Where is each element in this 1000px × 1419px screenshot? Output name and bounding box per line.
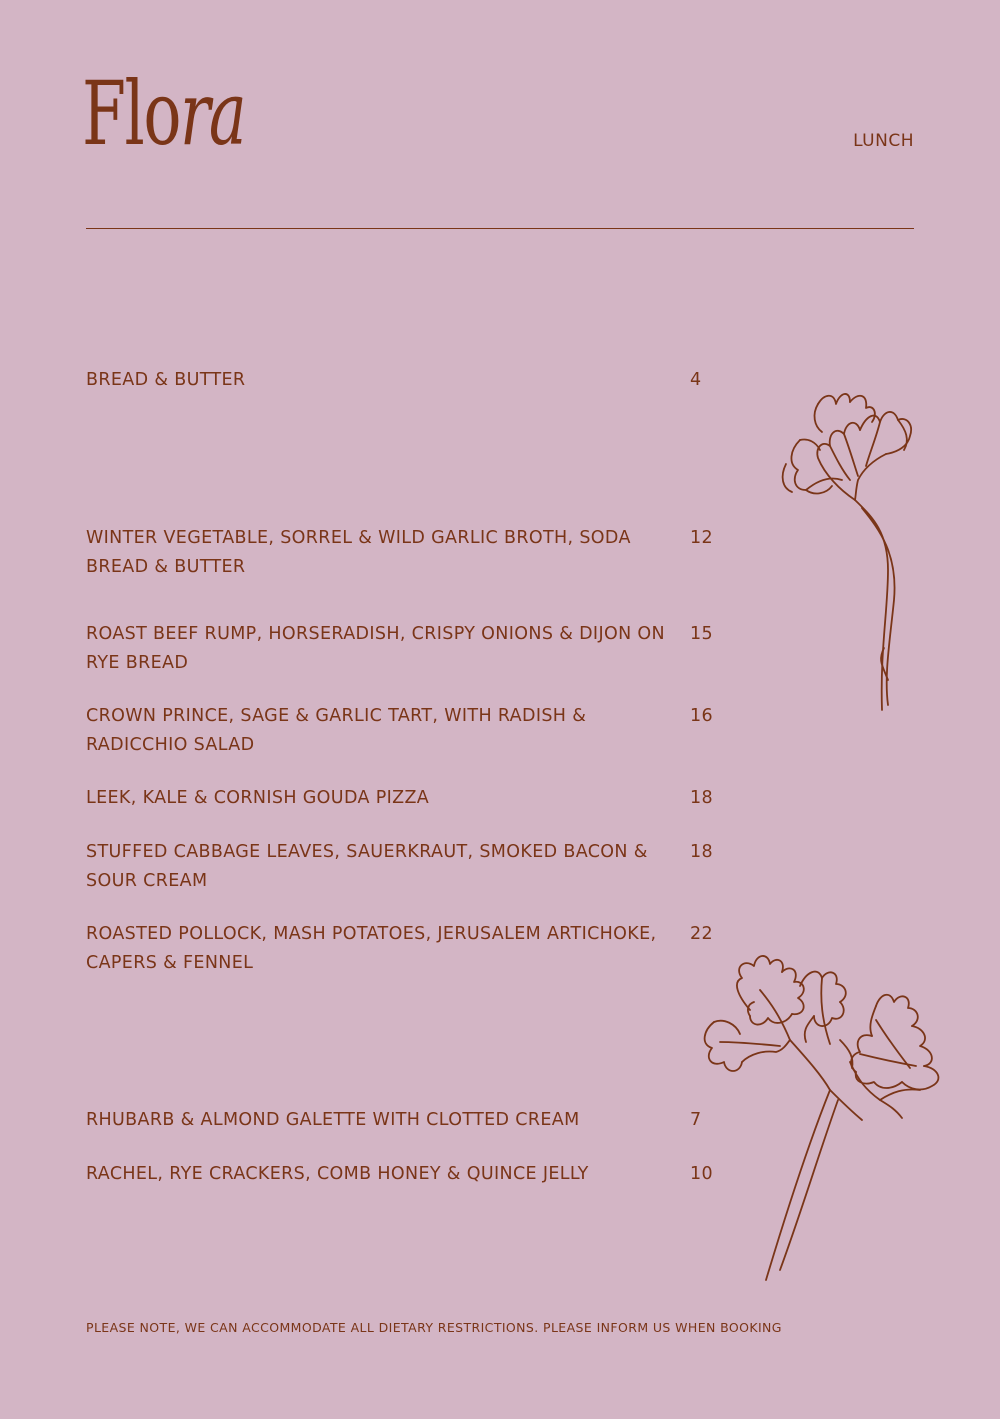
menu-item-name: RHUBARB & ALMOND GALETTE WITH CLOTTED CREAM: [86, 1110, 580, 1130]
menu-item: [86, 366, 736, 395]
menu-item: [86, 524, 736, 581]
menu-item: [86, 1160, 736, 1189]
menu-item-price: 12: [690, 528, 713, 548]
restaurant-logo: [82, 62, 246, 165]
meal-label: LUNCH: [853, 131, 914, 151]
menu-item-price: 18: [690, 842, 713, 862]
menu-item: [86, 920, 736, 977]
menu-item: [86, 702, 736, 759]
menu-item-price: 15: [690, 624, 713, 644]
logo-text-upright: Flo: [82, 62, 181, 165]
menu-item-price: 18: [690, 788, 713, 808]
menu-item-name: RACHEL, RYE CRACKERS, COMB HONEY & QUINCE JELLY: [86, 1164, 589, 1184]
menu-item-name: LEEK, KALE & CORNISH GOUDA PIZZA: [86, 788, 430, 808]
menu-item: [86, 784, 736, 813]
menu-item-name: ROAST BEEF RUMP, HORSERADISH, CRISPY ONIONS & DIJON ON RYE BREAD: [86, 624, 665, 673]
menu-item-price: 4: [690, 370, 702, 390]
logo-text-italic: ra: [180, 62, 246, 165]
flower-sketch-icon: [770, 380, 930, 720]
menu-item-name: STUFFED CABBAGE LEAVES, SAUERKRAUT, SMOKED BACON & SOUR CREAM: [86, 842, 648, 891]
menu-item-name: CROWN PRINCE, SAGE & GARLIC TART, WITH RADISH & RADICCHIO SALAD: [86, 706, 587, 755]
dietary-note: PLEASE NOTE, WE CAN ACCOMMODATE ALL DIETARY RESTRICTIONS. PLEASE INFORM US WHEN BOOKING: [86, 1320, 782, 1335]
menu-item-price: 22: [690, 924, 713, 944]
menu-item-name: BREAD & BUTTER: [86, 370, 246, 390]
header-divider: [86, 228, 914, 229]
menu-item-price: 10: [690, 1164, 713, 1184]
menu-item: [86, 620, 736, 677]
menu-item: [86, 838, 736, 895]
menu-item: [86, 1106, 736, 1135]
menu-item-price: 16: [690, 706, 713, 726]
menu-item-name: WINTER VEGETABLE, SORREL & WILD GARLIC BROTH, SODA BREAD & BUTTER: [86, 528, 631, 577]
menu-item-price: 7: [690, 1110, 702, 1130]
menu-item-name: ROASTED POLLOCK, MASH POTATOES, JERUSALEM ARTICHOKE, CAPERS & FENNEL: [86, 924, 657, 973]
herb-sprig-sketch-icon: [690, 950, 970, 1290]
